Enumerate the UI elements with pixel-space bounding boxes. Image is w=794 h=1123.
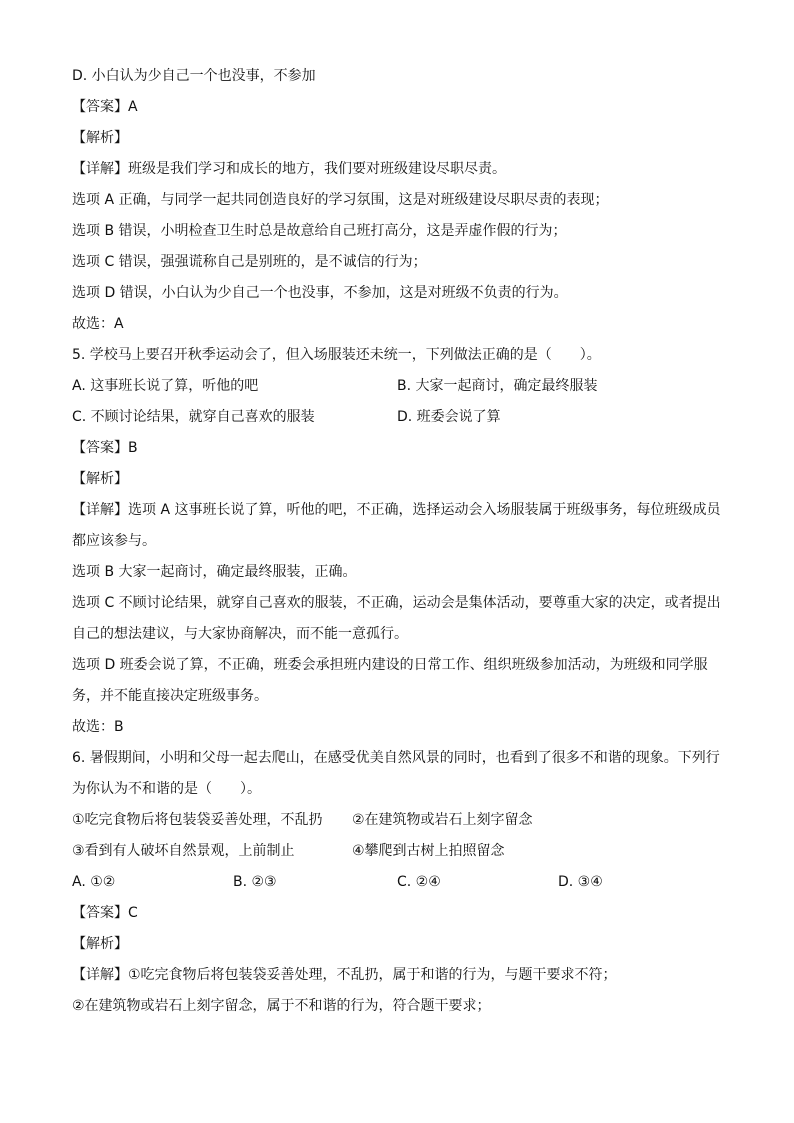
explanation-line: 选项 C 不顾讨论结果，就穿自己喜欢的服装，不正确，运动会是集体活动，要尊重大家的决定，或者提出	[72, 595, 721, 611]
option-d: D. 班委会说了算	[397, 409, 501, 425]
option-a: A. ①②	[72, 874, 116, 890]
explanation-line: 务，并不能直接决定班级事务。	[72, 688, 268, 704]
conclusion-line: 故选：B	[72, 719, 124, 735]
explanation-line: 【详解】选项 A 这事班长说了算，听他的吧，不正确，选择运动会入场服装属于班级事务，每位班级成员	[72, 502, 721, 518]
explanation-line: 选项 D 错误，小白认为少自己一个也没事，不参加，这是对班级不负责的行为。	[72, 285, 568, 301]
option-b: B. ②③	[233, 874, 277, 890]
explanation-line: 选项 D 班委会说了算，不正确，班委会承担班内建设的日常工作、组织班级参加活动，为班级和同学服	[72, 657, 708, 673]
option-d-line: D. 小白认为少自己一个也没事，不参加	[72, 68, 316, 84]
explanation-line: 自己的想法建议，与大家协商解决，而不能一意孤行。	[72, 626, 408, 642]
statement-2: ②在建筑物或岩石上刻字留念	[352, 812, 533, 828]
explanation-line: ②在建筑物或岩石上刻字留念，属于不和谐的行为，符合题干要求；	[72, 998, 491, 1014]
explanation-line: 选项 A 正确，与同学一起共同创造良好的学习氛围，这是对班级建设尽职尽责的表现；	[72, 192, 609, 208]
answer-label: 【答案】B	[72, 440, 138, 456]
analysis-label: 【解析】	[72, 936, 128, 952]
statement-4: ④攀爬到古树上拍照留念	[352, 843, 505, 859]
statement-3: ③看到有人破坏自然景观，上前制止	[72, 843, 295, 859]
option-a: A. 这事班长说了算，听他的吧	[72, 378, 259, 394]
question-6-stem: 6. 暑假期间，小明和父母一起去爬山，在感受优美自然风景的同时，也看到了很多不和谐的现象。下列行	[72, 750, 720, 766]
option-b: B. 大家一起商讨，确定最终服装	[397, 378, 598, 394]
analysis-label: 【解析】	[72, 130, 128, 146]
option-c: C. 不顾讨论结果，就穿自己喜欢的服装	[72, 409, 315, 425]
explanation-line: 【详解】①吃完食物后将包装袋妥善处理，不乱扔，属于和谐的行为，与题干要求不符；	[72, 967, 617, 983]
answer-label: 【答案】A	[72, 99, 138, 115]
explanation-line: 选项 B 错误，小明检查卫生时总是故意给自己班打高分，这是弄虚作假的行为；	[72, 223, 567, 239]
explanation-line: 都应该参与。	[72, 533, 156, 549]
question-6-stem: 为你认为不和谐的是（ ）。	[72, 781, 261, 797]
explanation-line: 选项 B 大家一起商讨，确定最终服装，正确。	[72, 564, 357, 580]
option-d: D. ③④	[558, 874, 603, 890]
explanation-line: 选项 C 错误，强强谎称自己是别班的，是不诚信的行为；	[72, 254, 427, 270]
answer-label: 【答案】C	[72, 905, 138, 921]
question-5-stem: 5. 学校马上要召开秋季运动会了，但入场服装还未统一，下列做法正确的是（ ）。	[72, 347, 601, 363]
conclusion-line: 故选：A	[72, 316, 124, 332]
option-c: C. ②④	[397, 874, 441, 890]
statement-1: ①吃完食物后将包装袋妥善处理，不乱扔	[72, 812, 323, 828]
explanation-line: 【详解】班级是我们学习和成长的地方，我们要对班级建设尽职尽责。	[72, 161, 506, 177]
analysis-label: 【解析】	[72, 471, 128, 487]
